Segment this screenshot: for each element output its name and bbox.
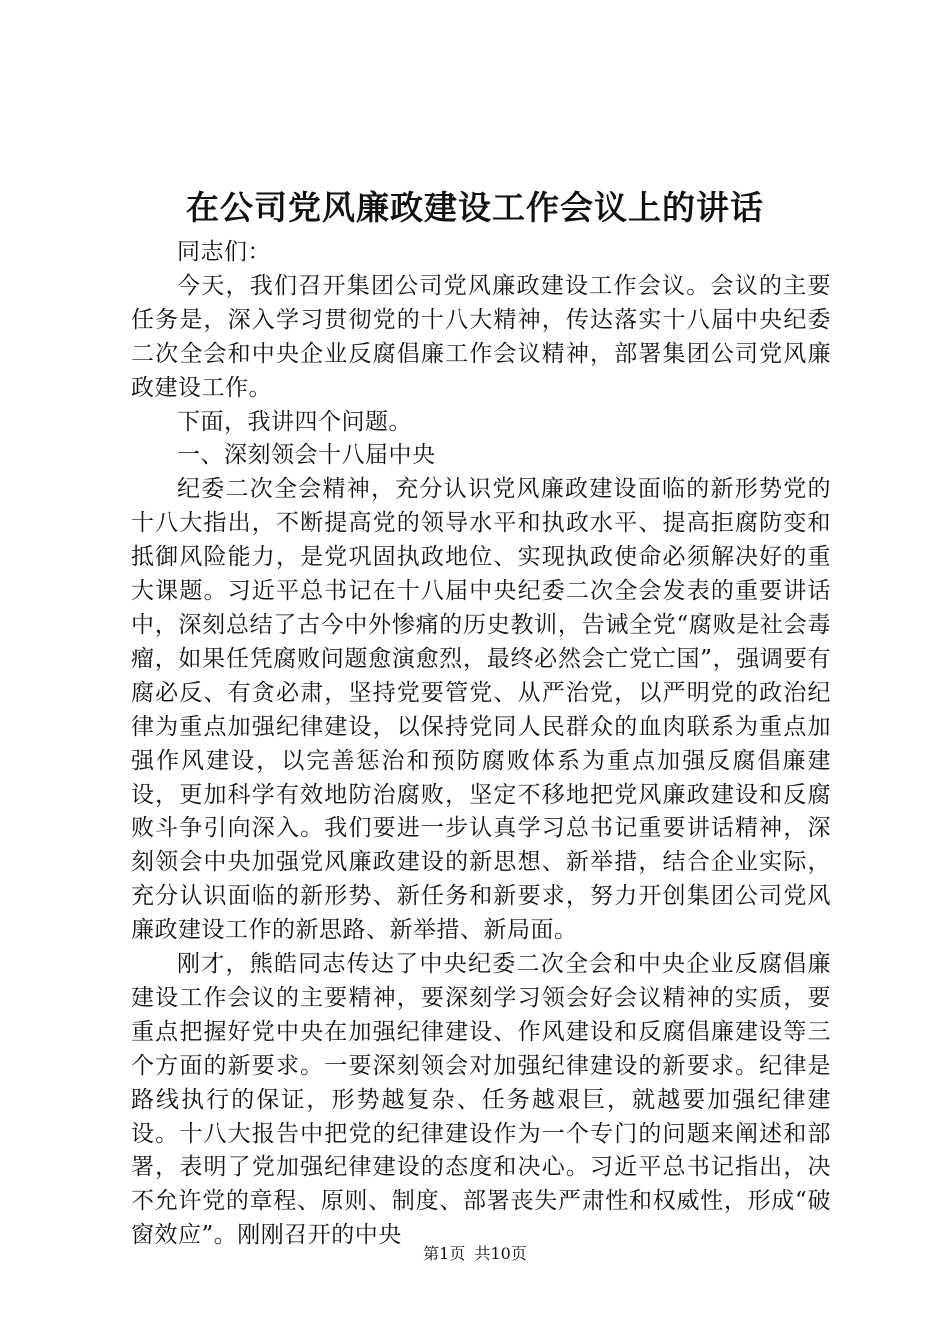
- page-total: 共10页: [474, 1244, 527, 1263]
- paragraph-section-1: 纪委二次全会精神，充分认识党风廉政建设面临的新形势党的十八大指出，不断提高党的领导水平和执政水平、提高拒腐防变和抵御风险能力，是党巩固执政地位、实现执政使命必须解决好的重大课题。习近平总书记在十八届中央纪委二次全会发表的重要讲话中，深刻总结了古今中外惨痛的历史教训，告诫全党“腐败是社会毒瘤，如果任凭腐败问题愈演愈烈，最终必然会亡党亡国”，强调要有腐必反、有贪必肃，坚持党要管党、从严治党，以严明党的政治纪律为重点加强纪律建设，以保持党同人民群众的血肉联系为重点加强作风建设，以完善惩治和预防腐败体系为重点加强反腐倡廉建设，更加科学有效地防治腐败，坚定不移地把党风廉政建设和反腐败斗争引向深入。我们要进一步认真学习总书记重要讲话精神，深刻领会中央加强党风廉政建设的新思想、新举措，结合企业实际，充分认识面临的新形势、新任务和新要求，努力开创集团公司党风廉政建设工作的新思路、新举措、新局面。: [131, 476, 831, 944]
- document-body: [131, 236, 831, 1253]
- page-footer: [0, 1243, 950, 1265]
- section-heading-1: 一、深刻领会十八届中央: [177, 442, 436, 469]
- paragraph-section-1-cont: 刚才，熊皓同志传达了中央纪委二次全会和中央企业反腐倡廉建设工作会议的主要精神，要深刻学习领会好会议精神的实质，要重点把握好党中央在加强纪律建设、作风建设和反腐倡廉建设等三个方面的新要求。一要深刻领会对加强纪律建设的新要求。纪律是路线执行的保证，形势越复杂、任务越艰巨，就越要加强纪律建设。十八大报告中把党的纪律建设作为一个专门的问题来阐述和部署，表明了党加强纪律建设的态度和决心。习近平总书记指出，决不允许党的章程、原则、制度、部署丧失严肃性和权威性，形成“破窗效应”。刚刚召开的中央: [131, 951, 831, 1249]
- paragraph-outline: 下面，我讲四个问题。: [177, 408, 412, 435]
- paragraph-salutation: 同志们：: [177, 239, 271, 265]
- paragraph-intro: 今天，我们召开集团公司党风廉政建设工作会议。会议的主要任务是，深入学习贯彻党的十八大精神，传达落实十八届中央纪委二次全会和中央企业反腐倡廉工作会议精神，部署集团公司党风廉政建设工作。: [131, 272, 831, 401]
- page-number: 第1页: [423, 1244, 466, 1263]
- page-title: 在公司党风廉政建设工作会议上的讲话: [186, 188, 764, 227]
